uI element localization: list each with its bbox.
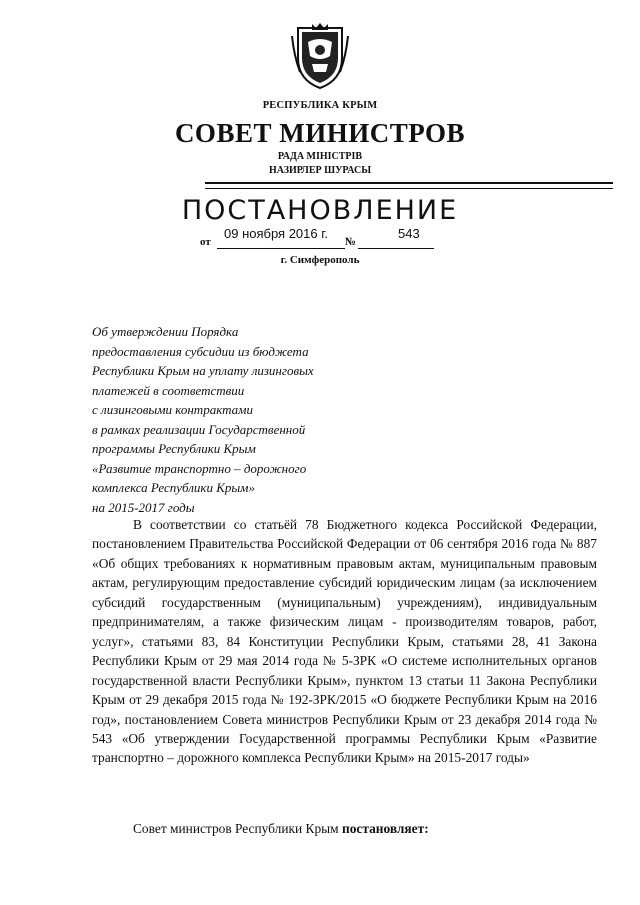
document-number: 543 xyxy=(398,226,420,241)
title-line: комплекса Республики Крым» xyxy=(92,480,255,495)
header-rule-thick xyxy=(205,182,613,184)
title-line: предоставления субсидии из бюджета xyxy=(92,343,309,359)
from-label: от xyxy=(200,236,211,248)
title-line: Об утверждении Порядка xyxy=(92,324,239,339)
closing-bold-verb: постановляет: xyxy=(342,821,429,836)
body-paragraph xyxy=(92,515,597,768)
document-date: 09 ноября 2016 г. xyxy=(224,226,328,241)
title-line: с лизинговыми контрактами xyxy=(92,402,253,417)
date-number-row xyxy=(200,226,440,252)
title-line: платежей в соответствии xyxy=(92,382,245,398)
document-type-heading: ПОСТАНОВЛЕНИЕ xyxy=(181,195,459,226)
coat-of-arms-emblem xyxy=(290,22,350,90)
title-line: в рамках реализации Государственной xyxy=(92,421,306,437)
city-line: г. Симферополь xyxy=(280,254,360,266)
header-rule-thin xyxy=(205,188,613,189)
title-line: на 2015-2017 годы xyxy=(92,499,195,515)
title-line: Республики Крым на уплату лизинговых xyxy=(92,363,314,378)
council-heading-crh: НАЗИРЛЕР ШУРАСЫ xyxy=(268,165,372,176)
council-heading-ua: РАДА МІНІСТРІВ xyxy=(277,151,363,162)
number-underline xyxy=(358,248,434,249)
body-text: В соответствии со статьёй 78 Бюджетного кодекса Российской Федерации, постановлением Правительства Российской Федерации от 06 сентября 2016 года № 887 «Об общих требованиях к нормативным правовым актам, муниципальным правовым актам, регулирующим предоставление субсидий юридическим лицам (за исключением субсидий государственным (муниципальным) учреждениям), индивидуальным предпринимателям, а также физическим лицам - производителям товаров, работ, услуг», статьями 83, 84 Конституции Республики Крым, статьями 28, 41 Закона Республики Крым от 29 мая 2014 года № 5-ЗРК «О системе исполнительных органов государственной власти Республики Крым», пунктом 13 статьи 11 Закона Республики Крым от 29 декабря 2015 года № 192-ЗРК/2015 «О бюджете Республики Крым на 2016 год», постановлением Совета министров Республики Крым от 23 декабря 2014 года № 543 «Об утверждении Государственной программы Республики Крым «Развитие транспортно – дорожного комплекса Республики Крым» на 2015-2017 годы» xyxy=(92,517,597,766)
title-line: «Развитие транспортно – дорожного xyxy=(92,460,307,476)
closing-text: Совет министров Республики Крым xyxy=(133,821,339,836)
republic-heading: РЕСПУБЛИКА КРЫМ xyxy=(262,100,378,111)
closing-line xyxy=(133,821,429,837)
document-title xyxy=(92,322,392,517)
council-translations xyxy=(0,150,640,178)
number-label: № xyxy=(345,236,357,248)
council-heading: СОВЕТ МИНИСТРОВ xyxy=(174,118,466,148)
date-underline xyxy=(217,248,345,249)
title-line: программы Республики Крым xyxy=(92,441,256,456)
